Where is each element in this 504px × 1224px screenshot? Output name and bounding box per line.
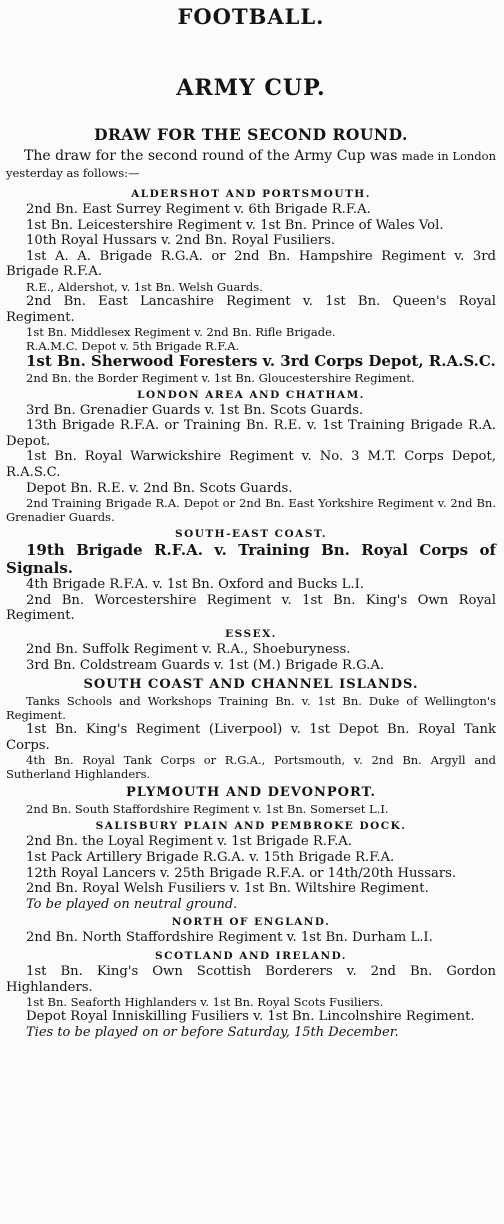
fixture: 2nd Bn. East Lancashire Regiment v. 1st Bn. Queen's Royal Regiment. — [6, 293, 496, 325]
fixture: 2nd Bn. Suffolk Regiment v. R.A., Shoeburyness. — [26, 642, 351, 657]
fixture: 4th Bn. Royal Tank Corps or R.G.A., Portsmouth, v. 2nd Bn. Argyll and Sutherland Highlanders. — [6, 753, 496, 782]
fixture: 2nd Bn. Royal Welsh Fusiliers v. 1st Bn. Wiltshire Regiment. — [26, 881, 429, 897]
fixture: 3rd Bn. Coldstream Guards v. 1st (M.) Brigade R.G.A. — [26, 657, 385, 673]
fixture-note: To be played on neutral ground. — [26, 896, 238, 912]
fixture: 1st Bn. Royal Warwickshire Regiment v. No. 3 M.T. Corps Depot, R.A.S.C. — [6, 449, 496, 481]
fixture: 1st Bn. Sherwood Foresters v. 3rd Corps Depot, R.A.S.C. — [26, 352, 496, 371]
region-heading: ALDERSHOT AND PORTSMOUTH. — [131, 188, 371, 200]
region-heading: SALISBURY PLAIN AND PEMBROKE DOCK. — [95, 820, 407, 833]
fixture: R.A.M.C. Depot v. 5th Brigade R.F.A. — [26, 339, 240, 354]
intro-tail: made in London yesterday as follows:— — [6, 149, 497, 180]
fixture: 1st A. A. Brigade R.G.A. or 2nd Bn. Hampshire Regiment v. 3rd Brigade R.F.A. — [6, 248, 496, 280]
fixture: 1st Bn. Leicestershire Regiment v. 1st Bn. Prince of Wales Vol. — [26, 217, 444, 233]
fixture: 19th Brigade R.F.A. v. Training Bn. Royal Corps of Signals. — [6, 541, 496, 577]
fixture: 2nd Bn. East Surrey Regiment v. 6th Brigade R.F.A. — [26, 202, 371, 217]
region-heading: PLYMOUTH AND DEVONPORT. — [125, 785, 377, 801]
region-heading: LONDON AREA AND CHATHAM. — [137, 388, 365, 401]
fixture: 10th Royal Hussars v. 2nd Bn. Royal Fusiliers. — [26, 233, 336, 249]
fixture: 13th Brigade R.F.A. or Training Bn. R.E. v. 1st Training Brigade R.A. Depot. — [6, 418, 496, 449]
region-heading: SOUTH-EAST COAST. — [174, 528, 328, 541]
fixture: 1st Bn. King's Own Scottish Borderers v. 2nd Bn. Gordon Highlanders. — [6, 963, 496, 995]
fixture: 2nd Bn. South Staffordshire Regiment v. 1st Bn. Somerset L.I. — [26, 802, 389, 817]
region-heading: SCOTLAND AND IRELAND. — [155, 949, 347, 962]
intro-paragraph — [6, 148, 496, 182]
fixture: 1st Bn. King's Regiment (Liverpool) v. 1st Depot Bn. Royal Tank Corps. — [6, 722, 496, 753]
region-heading: ESSEX. — [225, 628, 277, 640]
fixture: R.E., Aldershot, v. 1st Bn. Welsh Guards. — [26, 279, 263, 294]
section-title: DRAW FOR THE SECOND ROUND. — [94, 125, 408, 144]
fixture: 12th Royal Lancers v. 25th Brigade R.F.A. or 14th/20th Hussars. — [26, 865, 457, 881]
intro-main: The draw for the second round of the Army Cup was — [24, 148, 398, 164]
subheading: ARMY CUP. — [176, 75, 326, 101]
fixture: 2nd Training Brigade R.A. Depot or 2nd Bn. East Yorkshire Regiment v. 2nd Bn. Grenadier Guards. — [6, 496, 496, 525]
fixture: 1st Bn. Middlesex Regiment v. 2nd Bn. Rifle Brigade. — [26, 325, 336, 340]
headline: FOOTBALL. — [177, 4, 325, 29]
fixture-note: Ties to be played on or before Saturday, 15th December. — [26, 1024, 399, 1040]
fixture: 1st Pack Artillery Brigade R.G.A. v. 15th Brigade R.F.A. — [26, 849, 395, 865]
fixture: 2nd Bn. the Loyal Regiment v. 1st Brigade R.F.A. — [26, 834, 352, 850]
fixture: 4th Brigade R.F.A. v. 1st Bn. Oxford and Bucks L.I. — [26, 577, 364, 593]
fixture: Depot Royal Inniskilling Fusiliers v. 1st Bn. Lincolnshire Regiment. — [26, 1009, 475, 1025]
fixture: Tanks Schools and Workshops Training Bn. v. 1st Bn. Duke of Wellington's Regiment. — [6, 694, 496, 723]
fixture: 1st Bn. Seaforth Highlanders v. 1st Bn. Royal Scots Fusiliers. — [26, 995, 384, 1010]
fixture: 2nd Bn. Worcestershire Regiment v. 1st Bn. King's Own Royal Regiment. — [6, 592, 496, 624]
region-heading: NORTH OF ENGLAND. — [171, 916, 331, 929]
fixture: 2nd Bn. the Border Regiment v. 1st Bn. Gloucestershire Regiment. — [26, 370, 415, 385]
fixture: Depot Bn. R.E. v. 2nd Bn. Scots Guards. — [26, 480, 293, 496]
region-heading: SOUTH COAST AND CHANNEL ISLANDS. — [83, 677, 419, 693]
fixture: 3rd Bn. Grenadier Guards v. 1st Bn. Scots Guards. — [26, 402, 364, 418]
fixture: 2nd Bn. North Staffordshire Regiment v. 1st Bn. Durham L.I. — [26, 930, 433, 946]
